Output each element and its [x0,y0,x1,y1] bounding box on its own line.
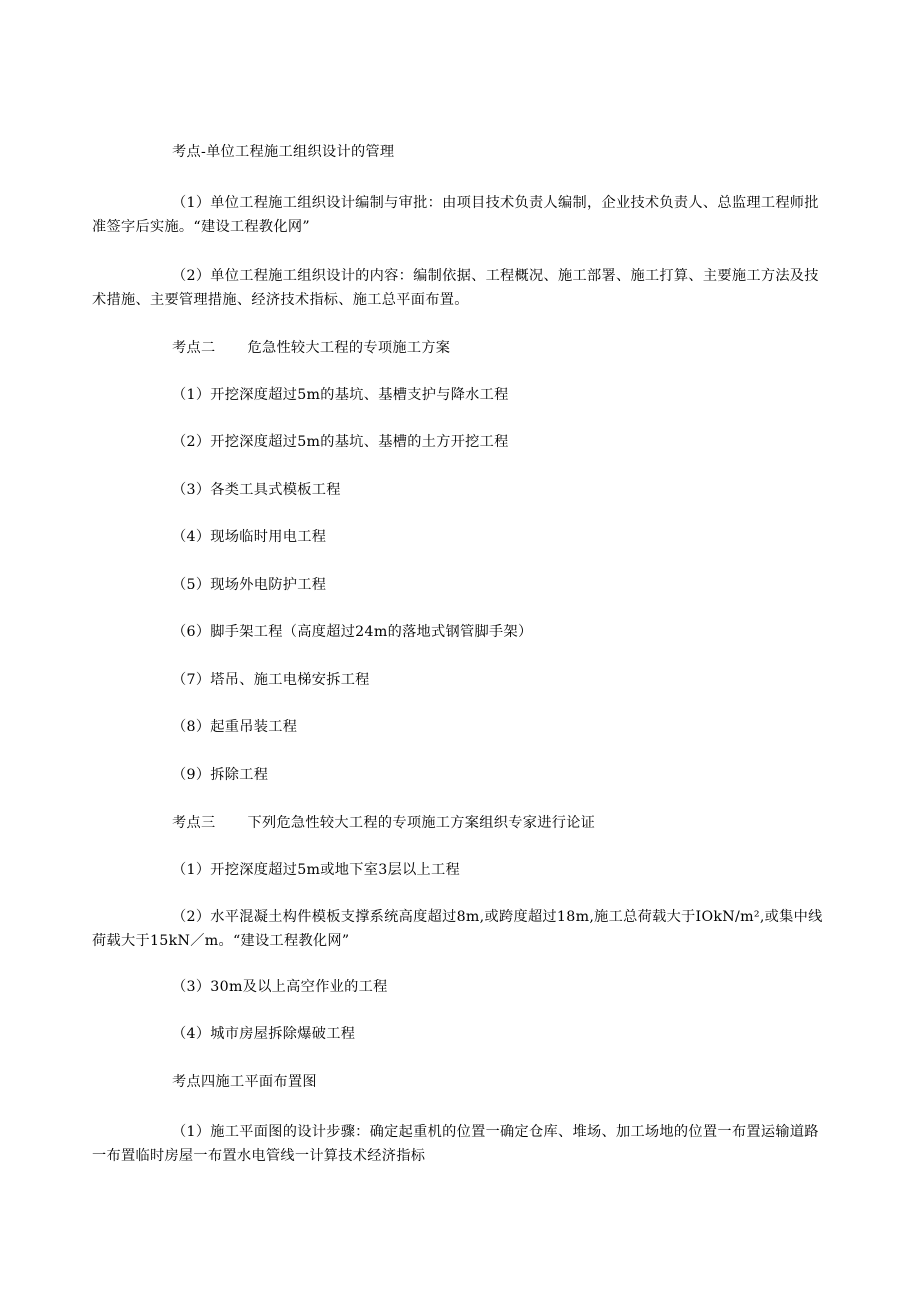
section2-item: （8）起重吊装工程 [172,719,298,735]
section4-heading: 考点四施工平面布置图 [172,1074,317,1090]
section2-heading [172,336,450,360]
section1-heading: 考点-单位工程施工组织设计的管理 [172,144,395,160]
section2-item: （3）各类工具式模板工程 [172,482,341,498]
section1-paragraph-1: （1）单位工程施工组织设计编制与审批：由项目技术负责人编制，企业技术负责人、总监理工程师批准签字后实施。“建设工程教化网” [92,195,819,235]
section3-heading [172,811,595,835]
section2-heading-text: 危急性较大工程的专项施工方案 [247,340,451,356]
section3-item: （1）开挖深度超过5m或地下室3层以上工程 [172,862,461,878]
section1-paragraph-2: （2）单位工程施工组织设计的内容：编制依据、工程概况、施工部署、施工打算、主要施工方法及技术措施、主要管理措施、经济技术指标、施工总平面布置。 [92,268,819,308]
section3-item: （2）水平混凝土构件模板支撑系统高度超过8m,或跨度超过18m,施工总荷载大于IOkN/m²,或集中线荷载大于15kN／m。“建设工程教化网” [92,909,823,949]
section2-item: （7）塔吊、施工电梯安拆工程 [172,672,370,688]
section3-heading-label: 考点三 [172,815,216,831]
section2-heading-label: 考点二 [172,340,216,356]
section2-item: （2）开挖深度超过5m的基坑、基槽的土方开挖工程 [172,434,509,450]
section4-paragraph-1: （1）施工平面图的设计步骤：确定起重机的位置一确定仓库、堆场、加工场地的位置一布置运输道路一布置临时房屋一布置水电管线一计算技术经济指标 [92,1124,819,1164]
section2-item: （6）脚手架工程（高度超过24m的落地式钢管脚手架） [172,624,533,640]
section2-item: （9）拆除工程 [172,767,269,783]
section3-item: （4）城市房屋拆除爆破工程 [172,1026,356,1042]
section2-item: （4）现场临时用电工程 [172,529,327,545]
section2-item: （1）开挖深度超过5m的基坑、基槽支护与降水工程 [172,387,509,403]
section3-item: （3）30m及以上高空作业的工程 [172,979,388,995]
section3-heading-text: 下列危急性较大工程的专项施工方案组织专家进行论证 [247,815,596,831]
section2-item: （5）现场外电防护工程 [172,577,327,593]
